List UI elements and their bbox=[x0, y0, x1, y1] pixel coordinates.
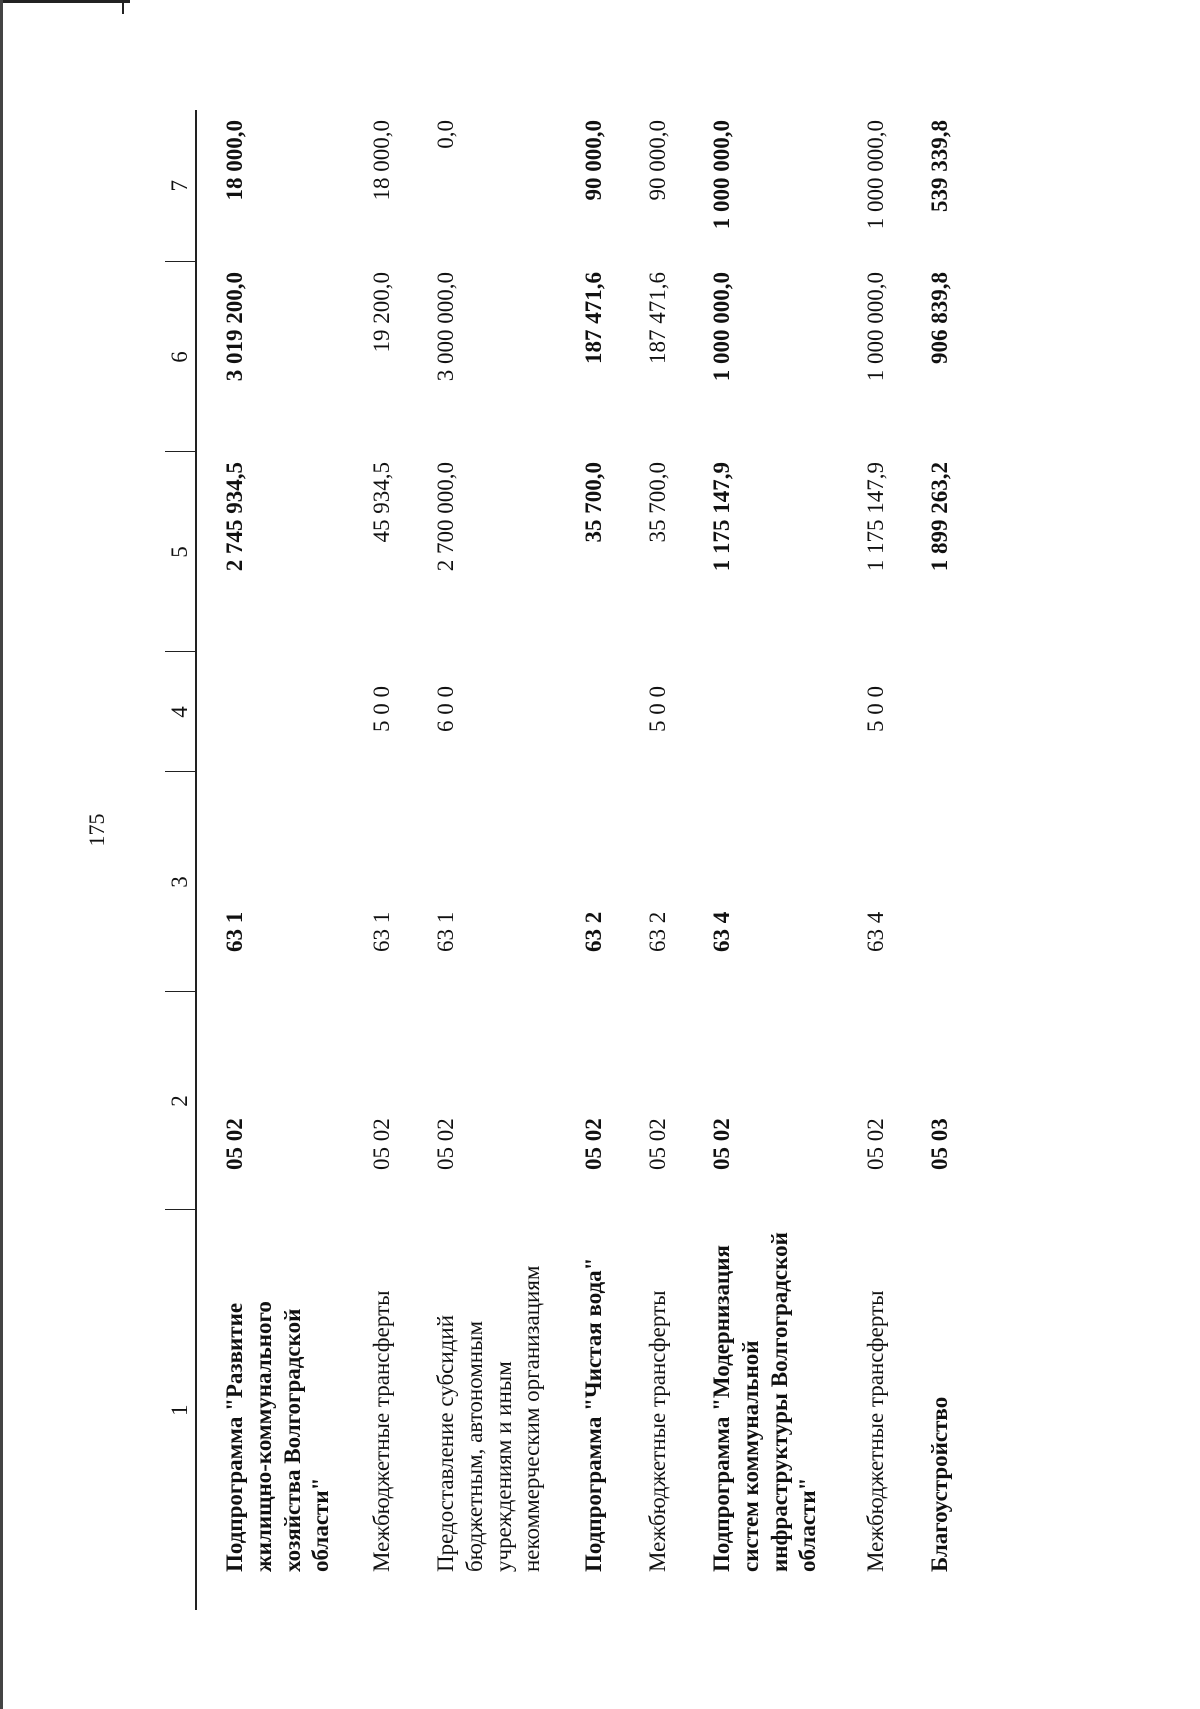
row-value-col7: 1 000 000,0 bbox=[863, 120, 888, 230]
page-number-text: 175 bbox=[84, 813, 109, 847]
table-row bbox=[620, 110, 684, 1610]
table-row bbox=[196, 110, 344, 1610]
scan-mark-top bbox=[0, 0, 130, 3]
table-row bbox=[838, 110, 902, 1610]
table-row bbox=[556, 110, 620, 1610]
row-section-code: 05 02 bbox=[222, 1118, 247, 1170]
budget-table-container bbox=[165, 110, 952, 1610]
row-expense-type: 5 0 0 bbox=[645, 686, 670, 732]
scan-mark-left bbox=[0, 0, 3, 1709]
row-expense-type: 5 0 0 bbox=[863, 686, 888, 732]
table-row bbox=[408, 110, 556, 1610]
row-value-col6: 3 000 000,0 bbox=[433, 272, 458, 382]
row-value-col5: 1 175 147,9 bbox=[709, 462, 734, 572]
row-value-col7: 1 000 000,0 bbox=[709, 120, 734, 230]
row-name: Подпрограмма "Модернизация систем коммунальной инфраструктуры Волгоградской области" bbox=[709, 1232, 821, 1572]
table-row bbox=[684, 110, 838, 1610]
row-value-col5: 35 700,0 bbox=[645, 462, 670, 543]
row-expense-type bbox=[684, 652, 838, 772]
row-name: Межбюджетные трансферты bbox=[645, 1290, 670, 1572]
row-value-col5: 1 175 147,9 bbox=[863, 462, 888, 572]
row-value-col7: 539 339,8 bbox=[927, 120, 952, 212]
header-col-4: 4 bbox=[165, 652, 196, 772]
row-name: Подпрограмма "Чистая вода" bbox=[581, 1257, 606, 1572]
row-section-code: 05 02 bbox=[433, 1118, 458, 1170]
row-program-code: 63 1 bbox=[433, 911, 458, 952]
row-value-col7: 18 000,0 bbox=[369, 120, 394, 201]
header-col-2: 2 bbox=[165, 992, 196, 1210]
row-value-col7: 0,0 bbox=[433, 120, 458, 149]
row-value-col5: 2 700 000,0 bbox=[433, 462, 458, 572]
scan-mark-tick bbox=[122, 0, 124, 14]
row-value-col6: 187 471,6 bbox=[645, 272, 670, 364]
row-section-code: 05 02 bbox=[369, 1118, 394, 1170]
row-program-code: 63 2 bbox=[645, 911, 670, 952]
row-value-col6: 906 839,8 bbox=[927, 272, 952, 364]
row-expense-type: 6 0 0 bbox=[433, 686, 458, 732]
row-name: Благоустройство bbox=[927, 1396, 952, 1572]
row-value-col7: 90 000,0 bbox=[645, 120, 670, 201]
row-name: Межбюджетные трансферты bbox=[863, 1290, 888, 1572]
row-name: Предоставление субсидий бюджетным, автономным учреждениям и иным некоммерческим организациям bbox=[433, 1265, 545, 1572]
row-value-col5: 45 934,5 bbox=[369, 462, 394, 543]
row-value-col5: 2 745 934,5 bbox=[222, 462, 247, 572]
row-value-col6: 3 019 200,0 bbox=[222, 272, 247, 382]
row-value-col6: 1 000 000,0 bbox=[709, 272, 734, 382]
row-section-code: 05 03 bbox=[927, 1118, 952, 1170]
row-name: Межбюджетные трансферты bbox=[369, 1290, 394, 1572]
row-program-code: 63 2 bbox=[581, 911, 606, 952]
row-expense-type bbox=[902, 652, 955, 772]
header-col-5: 5 bbox=[165, 452, 196, 652]
row-name: Подпрограмма "Развитие жилищно-коммунального хозяйства Волгоградской области" bbox=[222, 1301, 334, 1572]
row-program-code: 63 4 bbox=[709, 911, 734, 952]
row-program-code bbox=[902, 772, 955, 992]
row-value-col6: 1 000 000,0 bbox=[863, 272, 888, 382]
row-expense-type bbox=[196, 652, 344, 772]
row-value-col7: 90 000,0 bbox=[581, 120, 606, 201]
table-row bbox=[902, 110, 955, 1610]
row-value-col6: 187 471,6 bbox=[581, 272, 606, 364]
row-section-code: 05 02 bbox=[581, 1118, 606, 1170]
row-program-code: 63 4 bbox=[863, 911, 888, 952]
header-col-6: 6 bbox=[165, 262, 196, 452]
row-expense-type bbox=[556, 652, 620, 772]
row-section-code: 05 02 bbox=[645, 1118, 670, 1170]
budget-table bbox=[165, 110, 955, 1610]
header-row bbox=[165, 110, 196, 1610]
row-value-col5: 1 899 263,2 bbox=[927, 462, 952, 572]
table-row bbox=[344, 110, 408, 1610]
header-col-1: 1 bbox=[165, 1210, 196, 1610]
row-section-code: 05 02 bbox=[863, 1118, 888, 1170]
row-value-col5: 35 700,0 bbox=[581, 462, 606, 543]
header-col-7: 7 bbox=[165, 110, 196, 262]
row-expense-type: 5 0 0 bbox=[369, 686, 394, 732]
row-program-code: 63 1 bbox=[369, 911, 394, 952]
row-value-col6: 19 200,0 bbox=[369, 272, 394, 353]
row-value-col7: 18 000,0 bbox=[222, 120, 247, 201]
row-program-code: 63 1 bbox=[222, 911, 247, 952]
header-col-3: 3 bbox=[165, 772, 196, 992]
row-section-code: 05 02 bbox=[709, 1118, 734, 1170]
page-number bbox=[82, 808, 112, 852]
